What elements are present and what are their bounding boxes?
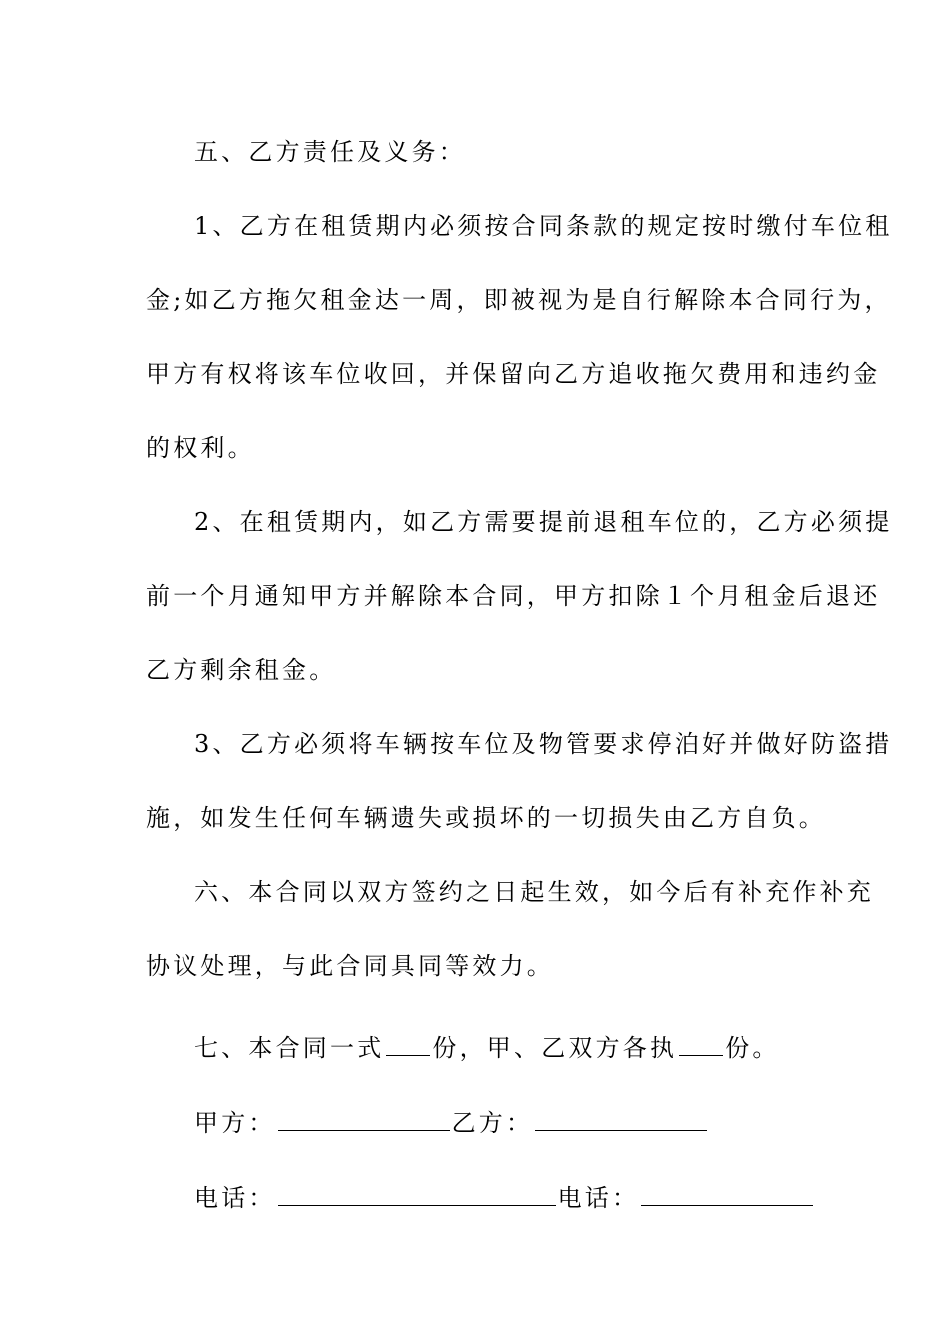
item-2-line-3: 乙方剩余租金。 xyxy=(146,656,337,684)
item-1-line-4: 的权利。 xyxy=(146,434,255,462)
item-1-line-1: 1、乙方在租赁期内必须按合同条款的规定按时缴付车位租 xyxy=(194,212,893,240)
section-7-part-1: 七、本合同一式 xyxy=(194,1034,385,1062)
phone-a-blank[interactable] xyxy=(278,1185,556,1206)
party-signature-line xyxy=(194,1108,854,1138)
item-2-line-1: 2、在租赁期内，如乙方需要提前退租车位的，乙方必须提 xyxy=(194,508,893,536)
section-5-title: 五、乙方责任及义务： xyxy=(194,138,466,166)
party-b-label: 乙方： xyxy=(451,1109,534,1137)
phone-b-blank[interactable] xyxy=(641,1185,813,1206)
section-7-part-2: 份，甲、乙双方各执 xyxy=(432,1034,678,1062)
party-a-label: 甲方： xyxy=(194,1109,276,1137)
item-2-line-2: 前一个月通知甲方并解除本合同，甲方扣除１个月租金后退还 xyxy=(146,582,881,610)
party-a-blank[interactable] xyxy=(278,1110,450,1131)
copies-each-blank[interactable] xyxy=(679,1035,723,1056)
phone-b-label: 电话： xyxy=(557,1184,640,1212)
item-3-line-1: 3、乙方必须将车辆按车位及物管要求停泊好并做好防盗措 xyxy=(194,730,893,758)
item-1-line-2: 金;如乙方拖欠租金达一周，即被视为是自行解除本合同行为， xyxy=(146,286,892,314)
section-6-line-1: 六、本合同以双方签约之日起生效，如今后有补充作补充 xyxy=(194,878,874,906)
copies-total-blank[interactable] xyxy=(386,1035,430,1056)
section-7-line xyxy=(194,1033,854,1063)
item-3-line-2: 施，如发生任何车辆遗失或损坏的一切损失由乙方自负。 xyxy=(146,804,826,832)
item-1-line-3: 甲方有权将该车位收回，并保留向乙方追收拖欠费用和违约金 xyxy=(146,360,881,388)
party-b-blank[interactable] xyxy=(535,1110,707,1131)
phone-a-label: 电话： xyxy=(194,1184,276,1212)
phone-line xyxy=(194,1183,814,1213)
section-7-part-3: 份。 xyxy=(725,1034,780,1062)
section-6-line-2: 协议处理，与此合同具同等效力。 xyxy=(146,952,554,980)
